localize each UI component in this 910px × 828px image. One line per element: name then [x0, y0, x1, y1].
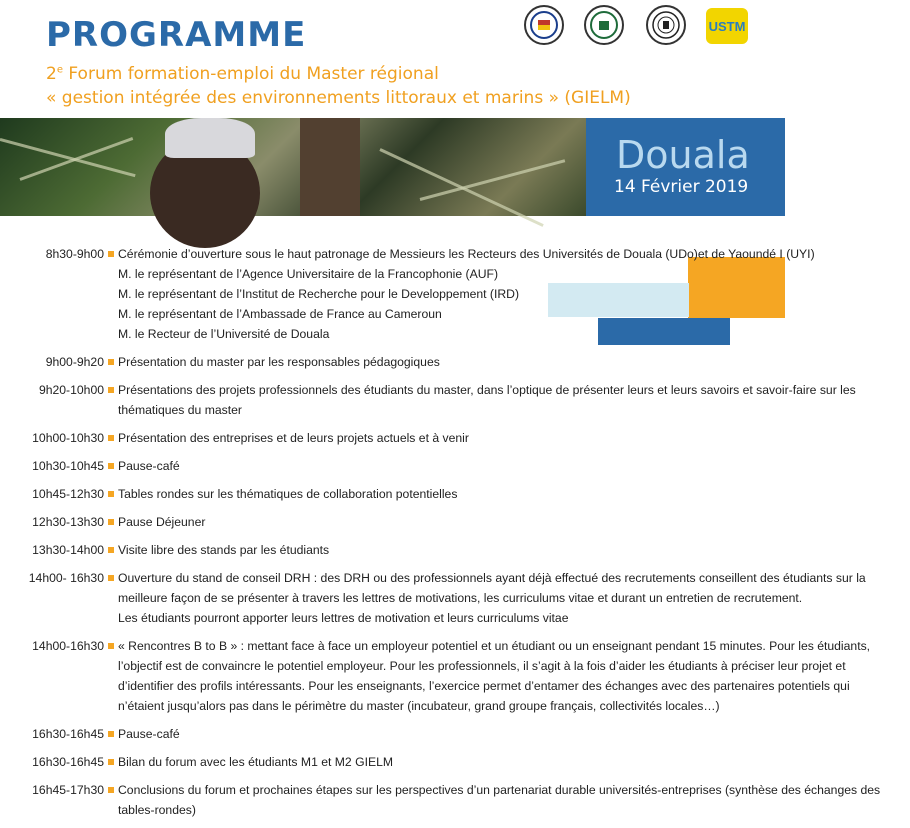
bullet-square-icon	[108, 731, 114, 737]
schedule-item	[0, 752, 785, 772]
description-line: Cérémonie d’ouverture sous le haut patronage de Messieurs les Recteurs des Universités de Douala (UDo)et de Yaoundé I (UYI)	[118, 247, 815, 261]
bullet-square-icon	[108, 643, 114, 649]
schedule-time: 9h00-9h20	[45, 355, 104, 369]
schedule-item	[0, 456, 785, 476]
university-omar-bongo-logo	[584, 5, 624, 45]
schedule-time: 12h30-13h30	[32, 515, 104, 529]
description-line: Visite libre des stands par les étudiants	[118, 543, 330, 557]
schedule-description	[118, 484, 785, 504]
bullet-square-icon	[108, 463, 114, 469]
crest-icon	[589, 10, 619, 40]
description-line: Présentation des entreprises et de leurs projets actuels et à venir	[118, 431, 469, 445]
header-photo	[0, 118, 586, 216]
description-line: M. le représentant de l’Ambassade de France au Cameroun	[118, 307, 442, 321]
schedule-description	[118, 380, 886, 420]
schedule-item	[0, 244, 815, 344]
description-line: l’objectif est de convaincre le potentiel employeur. Pour les professionnels, il s’agit à la fois d’aider les étudiants à préciser leur projet et	[118, 659, 846, 673]
schedule-time: 10h45-12h30	[32, 487, 104, 501]
description-line: meilleure façon de se présenter à travers les lettres de motivations, les curriculums vitae et durant un entretien de recrutement.	[118, 591, 803, 605]
schedule-description	[118, 512, 785, 532]
description-line: n’étaient jusqu’alors pas dans le périmètre du master (incubateur, grand groupe français, collectivités locales…)	[118, 699, 720, 713]
university-douala-logo	[524, 5, 564, 45]
description-line: Bilan du forum avec les étudiants M1 et M2 GIELM	[118, 755, 394, 769]
schedule-description	[118, 724, 785, 744]
schedule-description	[118, 352, 785, 372]
bullet-square-icon	[108, 787, 114, 793]
schedule-time: 16h30-16h45	[32, 727, 104, 741]
event-date: 14 Février 2019	[614, 177, 749, 197]
schedule-time: 10h30-10h45	[32, 459, 104, 473]
bullet-square-icon	[108, 759, 114, 765]
description-line: d’identifier des profils intéressants. Pour les enseignants, l’exercice permet d’entamer des échanges avec des partenaires potentiels qui	[118, 679, 850, 693]
schedule-item	[0, 636, 871, 716]
bullet-square-icon	[108, 359, 114, 365]
schedule-item	[0, 352, 785, 372]
bullet-square-icon	[108, 547, 114, 553]
schedule-time: 16h30-16h45	[32, 755, 104, 769]
description-line: Tables rondes sur les thématiques de collaboration potentielles	[118, 487, 458, 501]
subtitle-text: Forum formation-emploi du Master régional	[62, 64, 439, 84]
bullet-square-icon	[108, 491, 114, 497]
schedule-item	[0, 512, 785, 532]
description-line: Pause Déjeuner	[118, 515, 206, 529]
page-title: PROGRAMME	[46, 15, 307, 55]
schedule-description	[118, 540, 785, 560]
schedule-description	[118, 636, 900, 716]
ustm-logo: USTM	[706, 8, 748, 44]
schedule-time: 8h30-9h00	[45, 247, 104, 261]
description-line: thématiques du master	[118, 403, 242, 417]
university-seal-logo	[646, 5, 686, 45]
description-line: M. le représentant de l’Agence Universitaire de la Francophonie (AUF)	[118, 267, 499, 281]
schedule-list	[0, 244, 881, 828]
description-line: tables-rondes)	[118, 803, 196, 817]
schedule-description	[118, 780, 910, 820]
city-name: Douala	[616, 133, 750, 177]
schedule-time: 14h00-16h30	[32, 639, 104, 653]
schedule-description	[118, 244, 845, 344]
description-line: Conclusions du forum et prochaines étapes sur les perspectives d’un partenariat durable universités-entreprises (synthèse des échanges des	[118, 783, 881, 797]
schedule-item	[0, 724, 785, 744]
schedule-time: 16h45-17h30	[32, 783, 104, 797]
subtitle-number: 2	[46, 64, 57, 84]
bullet-square-icon	[108, 519, 114, 525]
schedule-time: 13h30-14h00	[32, 543, 104, 557]
schedule-time: 9h20-10h00	[38, 383, 104, 397]
schedule-item	[0, 380, 856, 420]
description-line: Présentation du master par les responsables pédagogiques	[118, 355, 440, 369]
schedule-description	[118, 568, 896, 628]
subtitle-superscript: e	[56, 64, 63, 76]
schedule-item	[0, 568, 866, 628]
schedule-description	[118, 428, 785, 448]
crest-icon	[529, 10, 559, 40]
description-line: Pause-café	[118, 459, 180, 473]
bullet-square-icon	[108, 251, 114, 257]
description-line: Ouverture du stand de conseil DRH : des DRH ou des professionnels ayant déjà effectué des recrutements conseillent des étudiants sur la	[118, 571, 866, 585]
schedule-time: 14h00- 16h30	[28, 571, 104, 585]
bullet-square-icon	[108, 387, 114, 393]
description-line: « Rencontres B to B » : mettant face à face un employeur potentiel et un étudiant ou un enseignant pendant 15 minutes. Pour les étudiants,	[118, 639, 871, 653]
description-line: Présentations des projets professionnels des étudiants du master, dans l’optique de présenter leurs et leurs savoirs et savoir-faire sur les	[118, 383, 856, 397]
bullet-square-icon	[108, 435, 114, 441]
schedule-time: 10h00-10h30	[32, 431, 104, 445]
schedule-description	[118, 752, 785, 772]
schedule-item	[0, 540, 785, 560]
description-line: Les étudiants pourront apporter leurs lettres de motivation et leurs curriculums vitae	[118, 611, 569, 625]
bullet-square-icon	[108, 575, 114, 581]
description-line: M. le Recteur de l’Université de Douala	[118, 327, 330, 341]
description-line: Pause-café	[118, 727, 180, 741]
schedule-item	[0, 780, 881, 820]
schedule-item	[0, 484, 785, 504]
subtitle-line-2: « gestion intégrée des environnements littoraux et marins » (GIELM)	[46, 88, 631, 108]
subtitle-line-1	[46, 64, 439, 84]
seal-icon	[651, 10, 681, 40]
schedule-description	[118, 456, 785, 476]
description-line: M. le représentant de l’Institut de Recherche pour le Developpement (IRD)	[118, 287, 520, 301]
schedule-item	[0, 428, 785, 448]
